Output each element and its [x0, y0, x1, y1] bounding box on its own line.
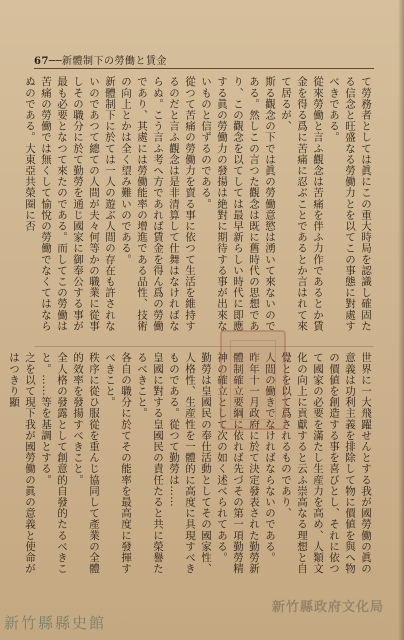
upper-text-column	[24, 76, 374, 340]
paragraph: 皇國に對する皇國民の責任たると共に榮譽たるべきこと。	[136, 352, 164, 574]
archive-watermark: 新竹縣縣史館	[4, 614, 107, 632]
page-header	[34, 52, 374, 68]
paragraph: 人間の働きでなければならないのである。	[264, 352, 276, 563]
paragraph: 之を以て現下我が國勞働の眞の意義と使命がはつきり顯	[8, 352, 36, 574]
paragraph: 勤勞は皇國民の奉仕活動としてその國家性、人格性、生産性を一體的に高度に具現すべきものである。從つて勤勞は……	[168, 352, 212, 574]
paragraph: 從來勞働と言ふ觀念は苦痛を伴ふ力作であるとか賃金を得る爲に苦痛に忍ぶことであるとか言はれて來て居るが、	[280, 76, 324, 332]
paragraph: 全人格の發露として創意的自發的たるべきこと。……等を基調とする。	[40, 352, 68, 574]
paragraph: 新體制下に於ては一人の遊ぶ人間の存在も許されないのであつて總ての人間が夫々何等かの職業に從事しその職分に於て勤勞を通じ國家に御奉公する事が最も必要となつて來たのである。而してこの勞働は苦痛の勞働では無くして愉悅の勞働でなくてはならぬのである。大東亞共榮圈に否	[24, 76, 116, 332]
paragraph: て勞務者としては眞にこの重大時局を認識し確固たる信念と旺盛なる勞働力とを以てこの事態に對處すべきである。	[328, 76, 372, 332]
paragraph: 斯る觀念の下では眞の勞働意慾は湧いて來ないのである。然しこの言つた觀念は既に舊時代の思想であり、この觀念を以てしては最早新らしい時代に即應する眞の勞働力の發揚は絶對に期待する事が出來ないものと信ずるのである。	[200, 76, 276, 332]
paragraph: 各自の職分に於てその能率を最高度に發揮すべきこと。	[104, 352, 132, 574]
chapter-title: ──新體制下の勞働と賃金	[48, 56, 167, 67]
library-seal-stamp	[220, 330, 286, 430]
paragraph: 世界に一大飛躍せんとする我が國勞働の眞の意義は功利主義を排除して物に價値を與へ物の價値を創造する事を喜びとし、それに依つて國家の必要を滿たし生産力を高め、人類文化の向上に貢獻すると云ふ崇高なる理想と自覺とを以て爲されるものであり、	[280, 352, 372, 574]
government-watermark: 新竹縣政府文化局	[272, 600, 385, 615]
paragraph: 昨年十一月政府に於て決定發表された勤勞新體制確立要綱に依れば先づその第一項勤勞精神の確立として次の如く述べられてある。	[216, 352, 260, 574]
lower-text-column	[8, 352, 374, 578]
column-divider	[34, 346, 374, 347]
paragraph: 從つて苦痛の勞働力を賣る事に依つて生活を維持するのだと言ふ觀念は是非清算して仕舞はなければならぬ。こう言ふ考へ方であれば賃金を得ん爲の勞働であり、其處には勞働能率の增進である品性、技術の向上とかは全く望み難いのである。	[120, 76, 196, 332]
scan-edge-shadow	[398, 0, 404, 640]
page-number: 67	[34, 56, 49, 67]
header-rule	[34, 68, 374, 69]
paragraph: 秩序に從ひ服從を重んじ協同して產業の全體的效率を發揚すべきこと。	[72, 352, 100, 574]
